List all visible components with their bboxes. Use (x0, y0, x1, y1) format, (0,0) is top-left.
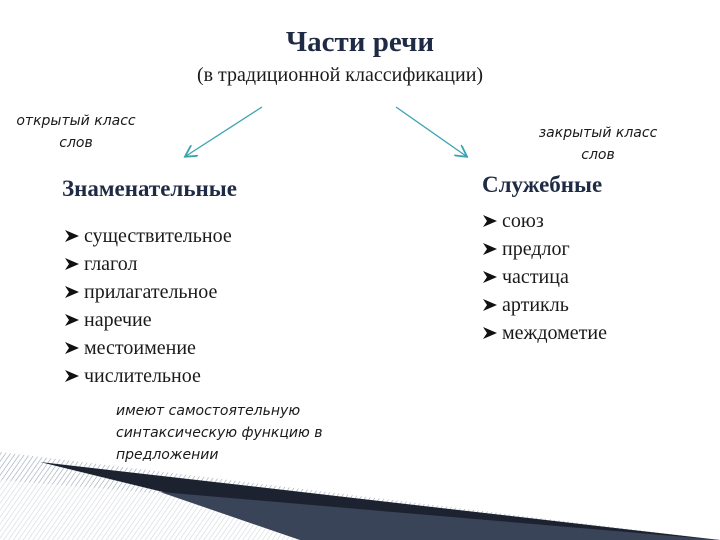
list-item: артикль (482, 291, 607, 319)
arrow-bullet-icon (482, 326, 498, 340)
diagram-subtitle: (в традиционной классификации) (196, 64, 484, 86)
arrow-bullet-icon (64, 369, 80, 383)
list-item: глагол (64, 250, 232, 278)
list-item: частица (482, 263, 607, 291)
branch-arrows (0, 0, 720, 200)
functional-list (482, 207, 607, 347)
closed-class-note-line2: слов (581, 147, 615, 163)
arrow-left (186, 107, 262, 156)
decorative-swoosh (0, 440, 720, 540)
list-item: прилагательное (64, 278, 232, 306)
arrow-bullet-icon (64, 285, 80, 299)
arrow-bullet-icon (64, 229, 80, 243)
closed-class-note (528, 122, 668, 166)
footnote-line1: имеют самостоятельную (116, 403, 301, 419)
closed-class-note-line1: закрытый класс (538, 125, 658, 141)
arrow-bullet-icon (64, 257, 80, 271)
heading-notional: Знаменательные (62, 176, 237, 201)
arrow-bullet-icon (64, 341, 80, 355)
arrow-bullet-icon (64, 313, 80, 327)
diagram-title: Части речи (285, 26, 435, 58)
open-class-note (6, 110, 146, 154)
footnote-line2: синтаксическую функцию в (116, 425, 323, 441)
arrow-bullet-icon (482, 270, 498, 284)
footnote-line3: предложении (116, 447, 219, 463)
list-item: союз (482, 207, 607, 235)
list-item: наречие (64, 306, 232, 334)
arrow-bullet-icon (482, 298, 498, 312)
notional-list (64, 222, 232, 390)
list-item: местоимение (64, 334, 232, 362)
list-item: числительное (64, 362, 232, 390)
list-item: междометие (482, 319, 607, 347)
list-item: существительное (64, 222, 232, 250)
arrow-bullet-icon (482, 214, 498, 228)
arrow-bullet-icon (482, 242, 498, 256)
arrow-right (396, 107, 466, 156)
heading-functional: Служебные (482, 172, 603, 197)
open-class-note-line1: открытый класс (16, 113, 136, 129)
list-item: предлог (482, 235, 607, 263)
open-class-note-line2: слов (59, 135, 93, 151)
